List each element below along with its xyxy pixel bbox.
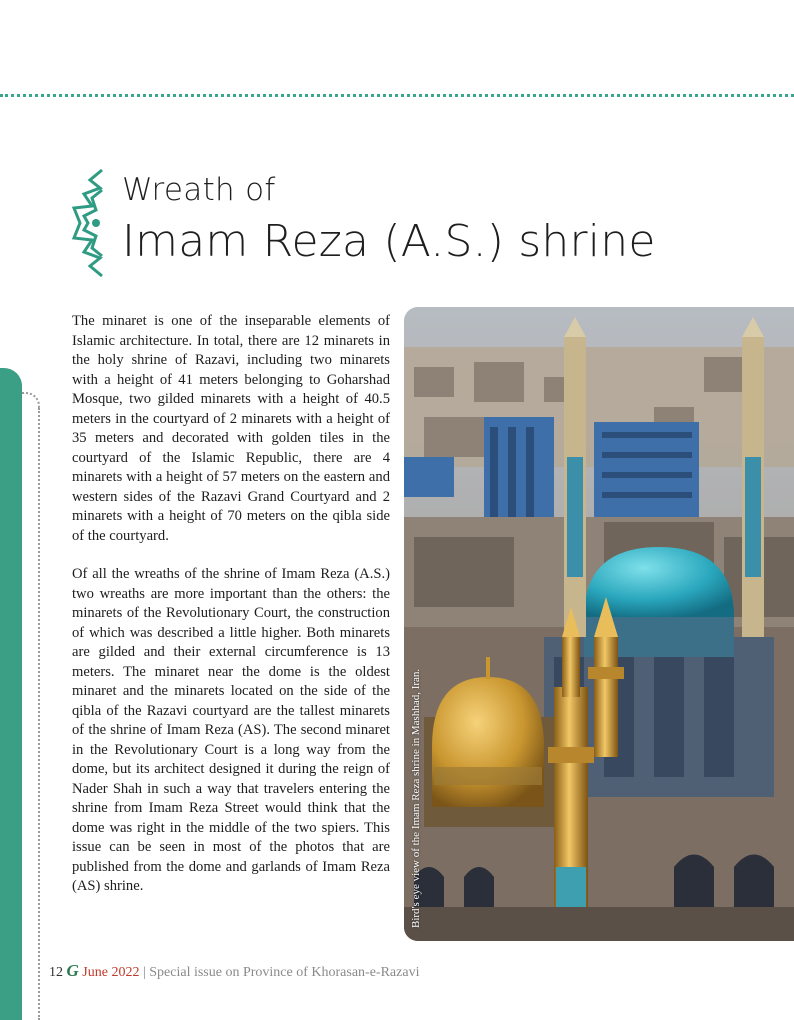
photo-caption: Bird's eye view of the Imam Reza shrine in Mashhad, Iran. [410, 668, 422, 928]
side-dotted-line [38, 408, 40, 1020]
star-ornament-icon [56, 168, 106, 278]
paragraph-2: Of all the wreaths of the shrine of Imam Reza (A.S.) two wreaths are more important than the others: the minarets of the Revolutionary Court, the construction of which was described a little higher. Both minarets are gilded and their external circumference is 13 meters. The minaret near the dome is the oldest minaret and the minarets located on the side of the qibla of the Razavi courtyard are the tallest minarets of the shrine of Imam Reza (AS). The second minaret in the Revolutionary Court is a long way from the dome, but its architect designed it during the reign of Nader Shah in such a way that travelers entering the shrine from Imam Reza Street would think that the dome was right in the middle of the two spiers. This issue can be seen in most of the photos that are published from the dome and garlands of Imam Reza (AS) shrine. [72, 566, 390, 894]
top-dotted-rule [0, 94, 794, 97]
issue-title: Special issue on Province of Khorasan-e-Razavi [149, 965, 420, 980]
paragraph-1: The minaret is one of the inseparable elements of Islamic architecture. In total, there are 12 minarets in the holy shrine of Razavi, including two minarets with a height of 41 meters belonging to Goharshad Mosque, two gilded minarets with a height of 40.5 meters in the courtyard of 2 minarets with a height of 35 meters and decorated with golden tiles in the courtyard of the Islamic Republic, there are 4 minarets with a height of 57 meters on the eastern and western sides of the Razavi Grand Courtyard and 2 minarets with a height of 70 meters on the qibla side of the courtyard. [72, 313, 390, 544]
magazine-logo-icon: G [66, 961, 79, 980]
page-footer [49, 961, 419, 981]
article-body [72, 312, 390, 916]
page-number: 12 [49, 965, 63, 980]
page-title: Imam Reza (A.S.) shrine [122, 216, 656, 267]
footer-separator: | [142, 965, 146, 980]
side-accent-bar [0, 368, 22, 1020]
issue-date: June 2022 [82, 965, 140, 980]
title-line-1: Wreath of [122, 172, 276, 208]
shrine-illustration [404, 307, 794, 941]
shrine-photo [404, 307, 794, 941]
